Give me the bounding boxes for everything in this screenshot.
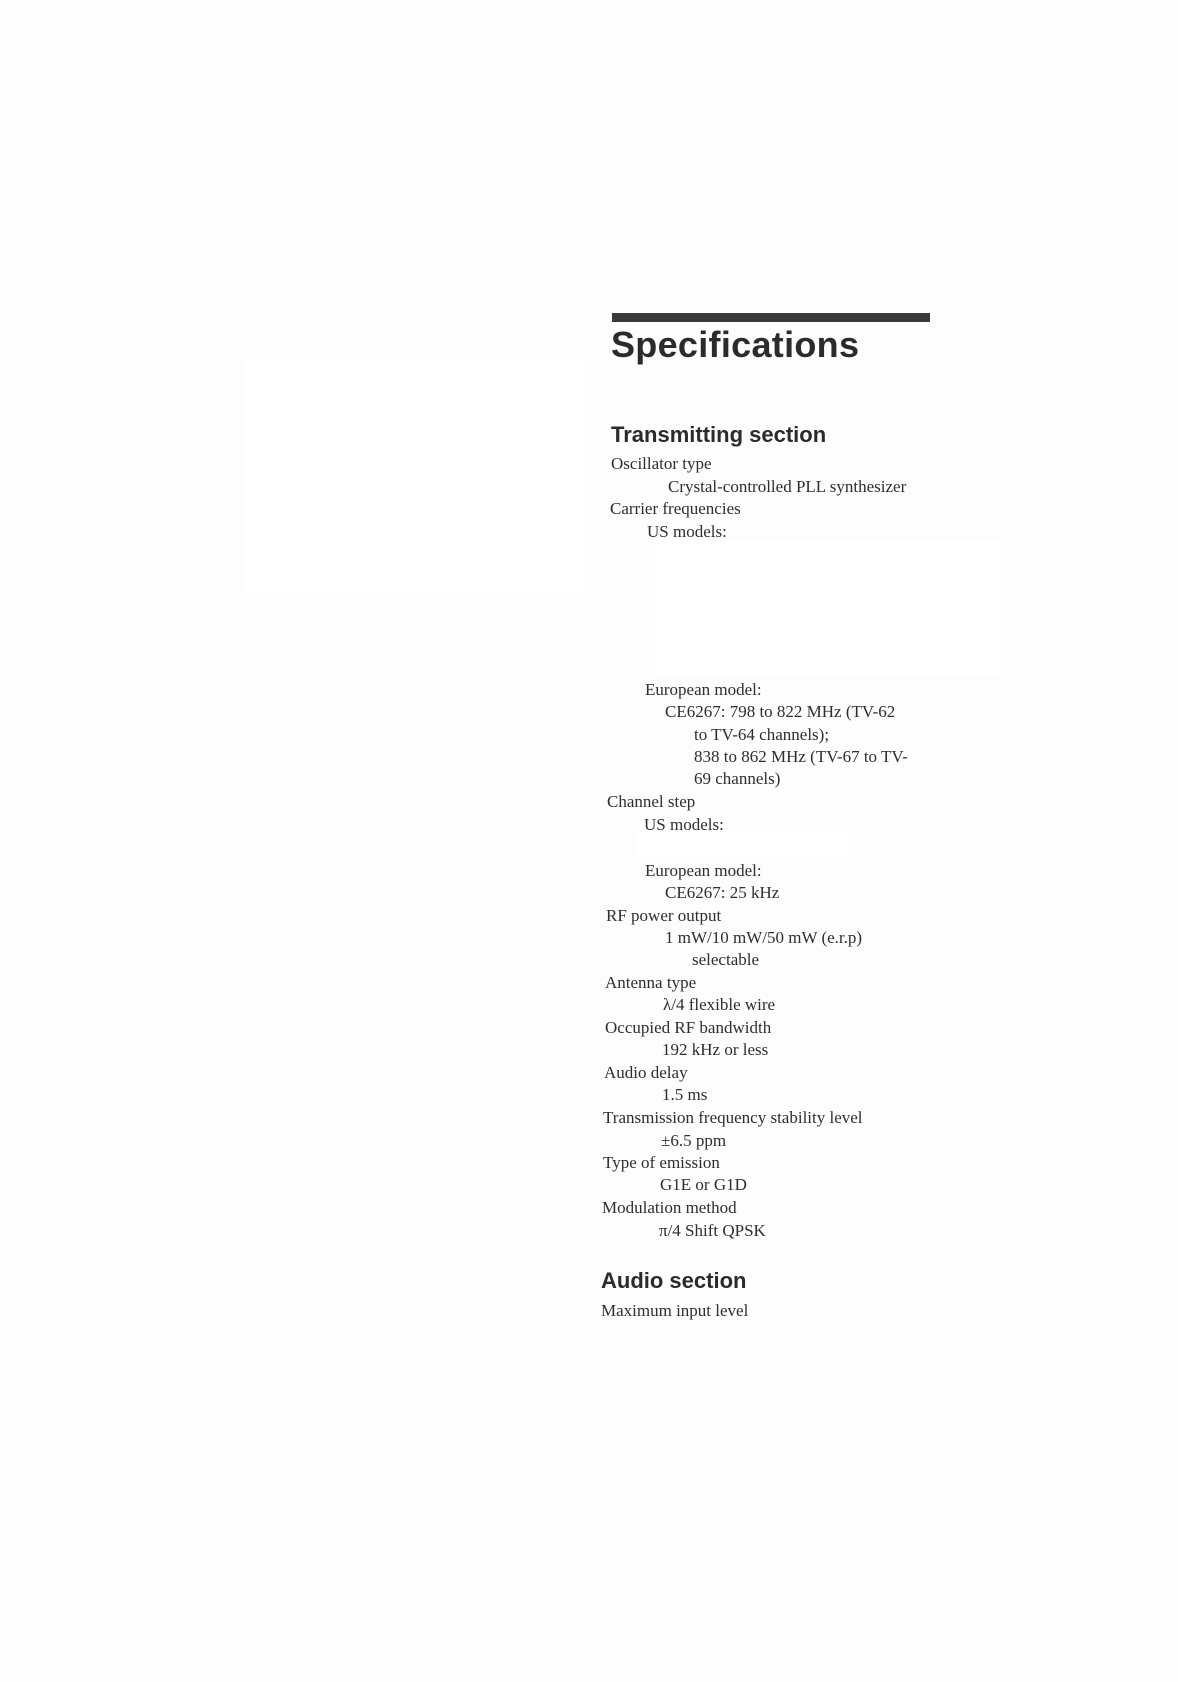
spec-label: RF power output [606,906,722,925]
spec-value: 838 to 862 MHz (TV-67 to TV- [694,747,908,766]
spec-label: Carrier frequencies [610,499,741,518]
section-heading-transmitting: Transmitting section [611,422,827,447]
spec-sublabel: European model: [645,861,762,880]
spec-value: 1.5 ms [662,1085,708,1104]
spec-value: CE6267: 798 to 822 MHz (TV-62 [665,702,896,721]
spec-sublabel: US models: [647,522,727,541]
spec-value: π/4 Shift QPSK [659,1221,766,1240]
redacted-block [655,540,1000,675]
spec-label: Transmission frequency stability level [603,1108,863,1127]
spec-sublabel: US models: [644,815,724,834]
spec-value: ±6.5 ppm [661,1131,727,1150]
spec-value: selectable [692,950,760,969]
spec-value: 1 mW/10 mW/50 mW (e.r.p) [665,928,863,947]
spec-sublabel: European model: [645,680,762,699]
spec-label: Channel step [607,792,696,811]
spec-value: CE6267: 25 kHz [665,883,780,902]
spec-value: λ/4 flexible wire [663,995,776,1014]
section-heading-audio: Audio section [601,1268,747,1293]
spec-label: Audio delay [604,1063,688,1082]
redacted-block [245,354,583,594]
page-title: Specifications [611,324,860,365]
spec-label: Type of emission [603,1153,720,1172]
spec-value: 192 kHz or less [662,1040,769,1059]
spec-value: 69 channels) [694,769,781,788]
spec-value: G1E or G1D [660,1175,747,1194]
spec-value: Crystal-controlled PLL synthesizer [668,477,907,496]
spec-label: Occupied RF bandwidth [605,1018,772,1037]
spec-label: Maximum input level [601,1301,749,1320]
spec-value: to TV-64 channels); [694,725,830,744]
spec-label: Modulation method [602,1198,737,1217]
spec-label: Oscillator type [611,454,712,473]
spec-label: Antenna type [605,973,697,992]
title-rule [612,313,930,322]
